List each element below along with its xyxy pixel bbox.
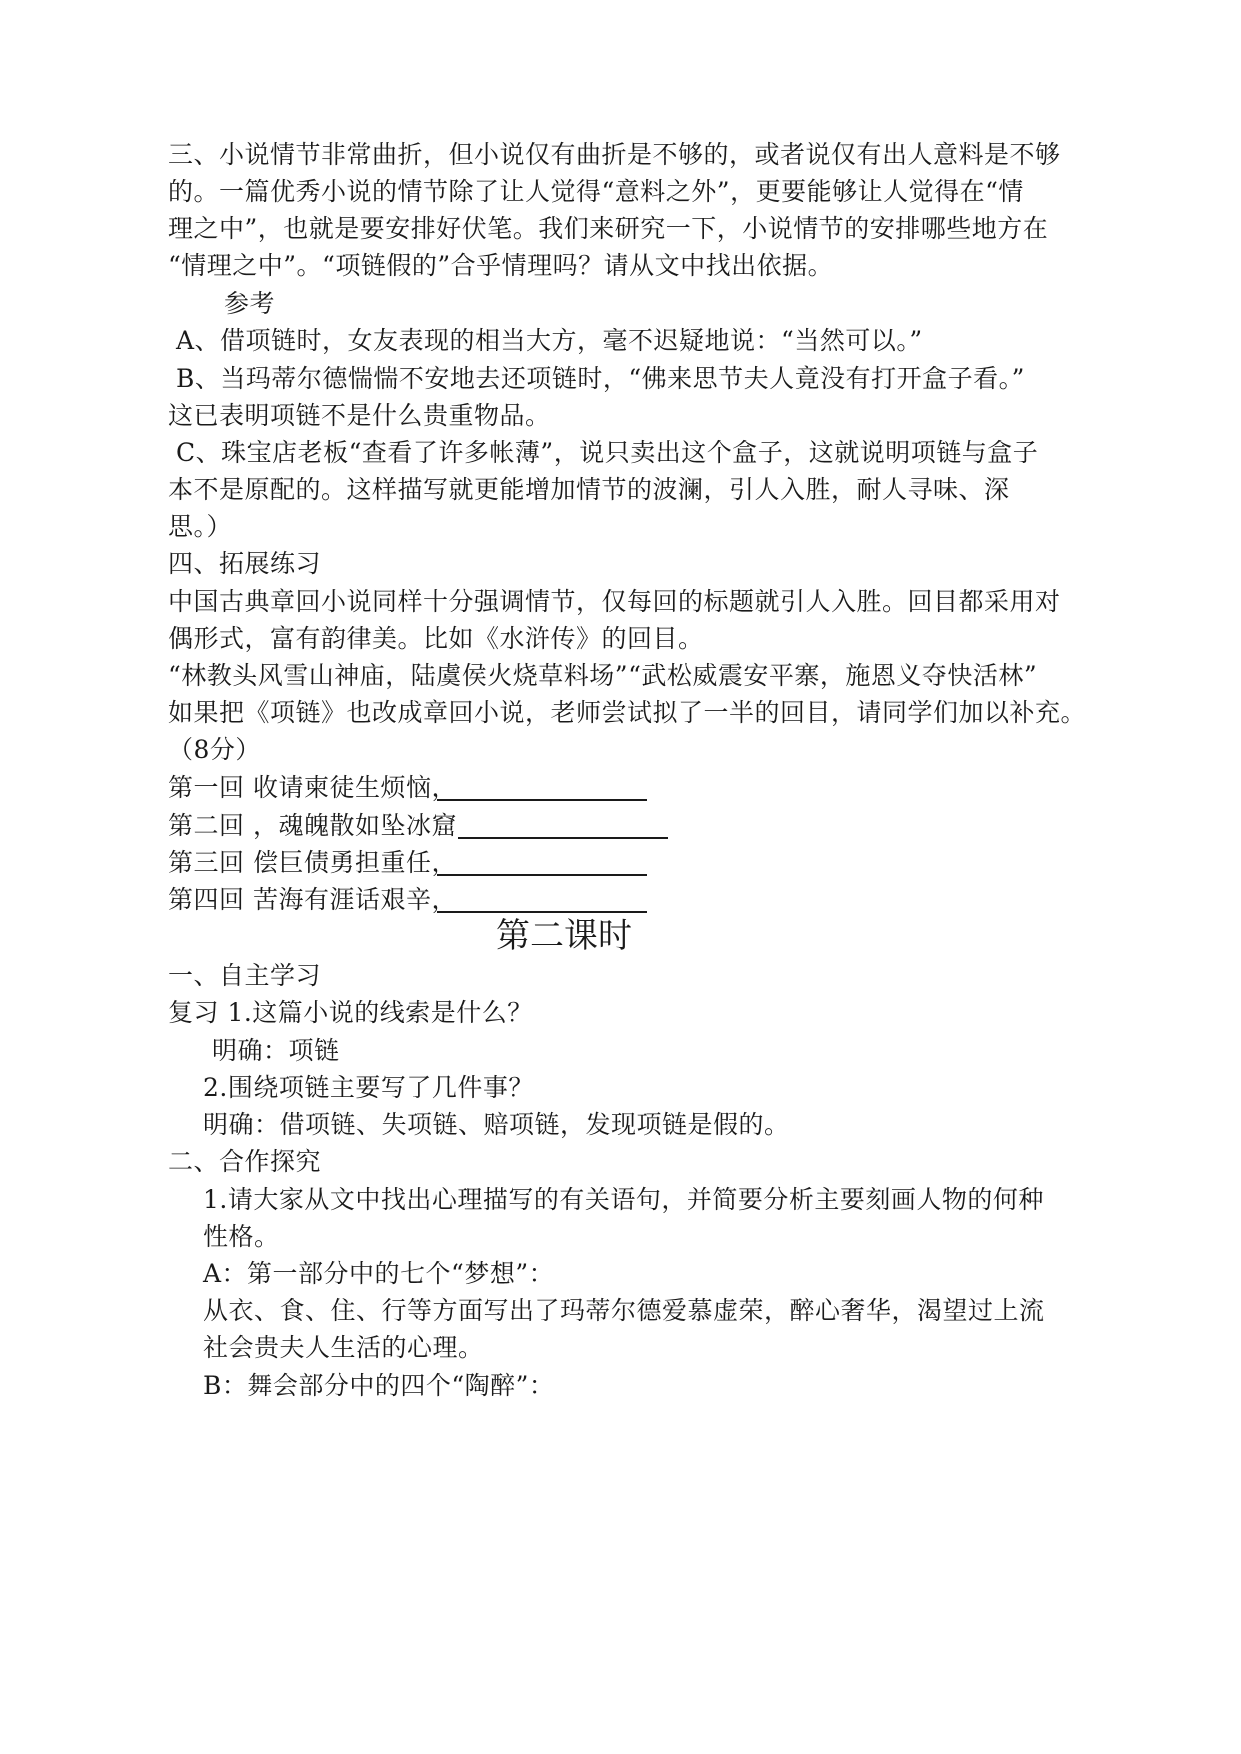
review-question-2: 2.围绕项链主要写了几件事？ [203,1073,534,1102]
chapter-2: 第二回 ，魂魄散如坠冰窟 [168,811,457,840]
cooperation-question-line-1: 1.请大家从文中找出心理描写的有关语句，并简要分析主要刻画人物的何种 [203,1185,1044,1214]
reference-b-line-2: 这已表明项链不是什么贵重物品。 [168,401,551,430]
chapter-1-blank[interactable] [437,799,647,801]
chapter-2-blank[interactable] [458,837,668,839]
review-question-1: 复习 1.这篇小说的线索是什么？ [168,998,533,1027]
section4-line-2: 偶形式，富有韵律美。比如《水浒传》的回目。 [168,624,704,653]
chapter-4: 第四回 苦海有涯话艰辛， [168,885,457,914]
section3-line-2: 的。一篇优秀小说的情节除了让人觉得“意料之外”，更要能够让人觉得在“情 [168,177,1024,206]
answer-a-label: A：第一部分中的七个“梦想”： [203,1259,555,1288]
reference-c-line-3: 思。） [168,512,233,541]
answer-b-label: B：舞会部分中的四个“陶醉”： [203,1371,555,1400]
reference-label: 参考 [224,289,276,318]
answer-a-line-1: 从衣、食、住、行等方面写出了玛蒂尔德爱慕虚荣，醉心奢华，渴望过上流 [203,1296,1045,1325]
section3-line-3: 理之中”，也就是要安排好伏笔。我们来研究一下，小说情节的安排哪些地方在 [168,214,1049,243]
section3-line-1: 三、小说情节非常曲折，但小说仅有曲折是不够的，或者说仅有出人意料是不够 [168,140,1061,169]
reference-c-line-2: 本不是原配的。这样描写就更能增加情节的波澜，引人入胜，耐人寻味、深 [168,475,1010,504]
section4-line-1: 中国古典章回小说同样十分强调情节，仅每回的标题就引人入胜。回目都采用对 [168,587,1061,616]
chapter-3: 第三回 偿巨债勇担重任， [168,848,457,877]
section4-line-4: 如果把《项链》也改成章回小说，老师尝试拟了一半的回目，请同学们加以补充。 [168,698,1087,727]
reference-b-line-1: B、当玛蒂尔德惴惴不安地去还项链时，“佛来思节夫人竟没有打开盒子看。” [176,364,1025,393]
self-study-heading: 一、自主学习 [168,961,322,990]
cooperation-heading: 二、合作探究 [168,1147,322,1176]
reference-c-line-1: C、珠宝店老板“查看了许多帐薄”，说只卖出这个盒子，这就说明项链与盒子 [176,438,1039,467]
cooperation-question-line-2: 性格。 [203,1222,280,1251]
review-answer-1: 明确：项链 [212,1036,340,1065]
lesson-title: 第二课时 [496,916,632,956]
review-answer-2: 明确：借项链、失项链、赔项链，发现项链是假的。 [203,1110,790,1139]
section4-heading: 四、拓展练习 [168,549,322,578]
chapter-4-blank[interactable] [437,911,647,913]
section4-line-3: “林教头风雪山神庙，陆虞侯火烧草料场”“武松威震安平寨，施恩义夺快活林” [168,661,1038,690]
section3-line-4: “情理之中”。“项链假的”合乎情理吗？请从文中找出依据。 [168,251,834,280]
chapter-1: 第一回 收请柬徒生烦恼， [168,773,457,802]
reference-a: A、借项链时，女友表现的相当大方，毫不迟疑地说：“当然可以。” [176,326,923,355]
section4-line-5: （8分） [168,735,261,764]
chapter-3-blank[interactable] [437,874,647,876]
answer-a-line-2: 社会贵夫人生活的心理。 [203,1333,484,1362]
